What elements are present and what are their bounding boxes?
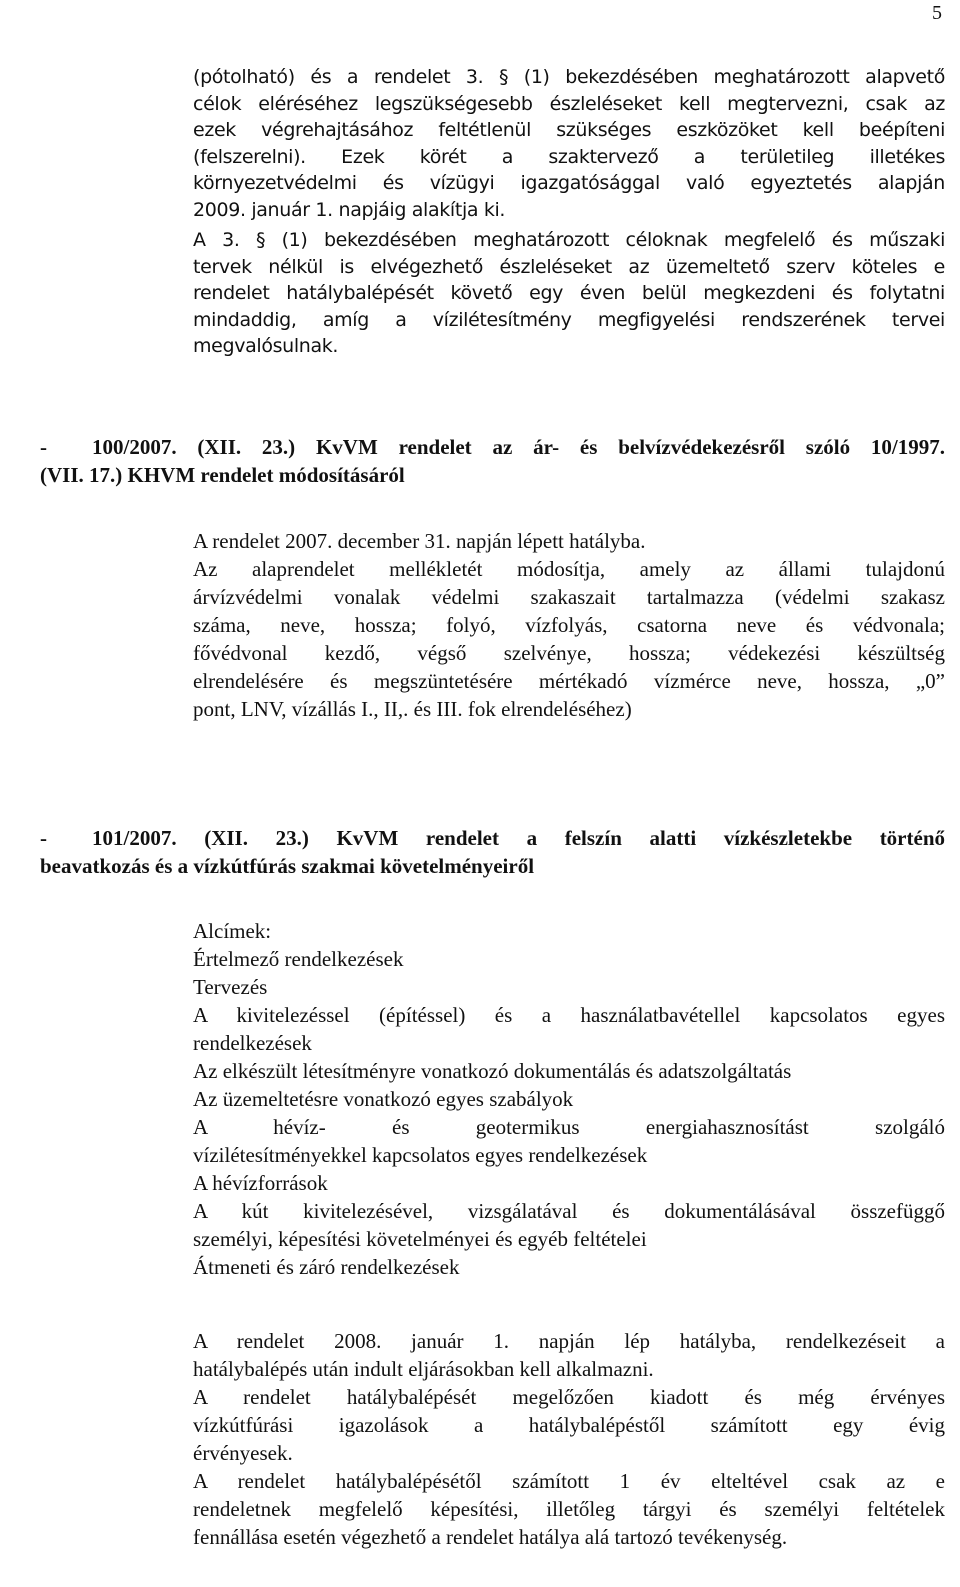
subtitle-item — [193, 1057, 945, 1085]
subtitle-item — [193, 1169, 945, 1197]
text-line: vízkútfúrási igazolások a hatálybalépéstől számított egy évig — [193, 1413, 945, 1437]
heading-text: 100/2007. (XII. 23.) KvVM rendelet az ár- és belvízvédekezésről szóló 10/1997. — [92, 435, 945, 459]
effective-date: A rendelet 2007. december 31. napján lépett hatályba. — [193, 529, 646, 553]
subtitle-item — [193, 945, 945, 973]
section-heading-101 — [40, 824, 945, 880]
text-line: pont, LNV, vízállás I., II,. és III. fok elrendeléséhez) — [193, 697, 632, 721]
text-line: Az elkészült létesítményre vonatkozó dokumentálás és adatszolgáltatás — [193, 1059, 792, 1083]
heading-line — [40, 824, 945, 852]
text-line: környezetvédelmi és vízügyi igazgatósággal való egyeztetés alapján — [193, 172, 945, 195]
subtitle-item — [193, 1001, 945, 1057]
text-line: megvalósulnak. — [193, 335, 339, 358]
text-line: hatálybalépés után indult eljárásokban kell alkalmazni. — [193, 1357, 654, 1381]
section-100-body — [193, 527, 945, 723]
text-line: Tervezés — [193, 975, 268, 999]
text-line: száma, neve, hossza; folyó, vízfolyás, csatorna neve és védvonala; — [193, 613, 945, 637]
list-dash: - — [40, 435, 47, 459]
text-line: Átmeneti és záró rendelkezések — [193, 1255, 460, 1279]
subtitle-item — [193, 1113, 945, 1169]
list-dash: - — [40, 826, 47, 850]
text-line: A rendelet hatálybalépésétől számított 1 év elteltével csak az e — [193, 1469, 945, 1493]
heading-line: beavatkozás és a vízkútfúrás szakmai követelményeiről — [40, 854, 535, 878]
heading-line — [40, 433, 945, 461]
page-number: 5 — [932, 2, 942, 24]
text-line: célok eléréséhez legszükségesebb észleléseket kell megtervezni, csak az — [193, 92, 945, 115]
text-line: A kivitelezéssel (építéssel) és a használatbavétellel kapcsolatos egyes — [193, 1003, 945, 1027]
text-line: Az üzemeltetésre vonatkozó egyes szabályok — [193, 1087, 574, 1111]
text-line: (pótolható) és a rendelet 3. § (1) bekezdésében meghatározott alapvető — [193, 66, 945, 88]
subtitle-item — [193, 1197, 945, 1253]
text-line: rendelkezések — [193, 1031, 312, 1055]
text-line: elrendelésére és megszüntetésére mértékadó vízmérce neve, hossza, „0” — [193, 669, 945, 693]
text-line: A hévíz- és geotermikus energiahasznosítást szolgáló — [193, 1115, 945, 1139]
intro-paragraph — [193, 64, 945, 224]
text-line: 2009. január 1. napjáig alakítja ki. — [193, 198, 506, 221]
subtitle-item — [193, 973, 945, 1001]
text-line: mindaddig, amíg a vízilétesítmény megfigyelési rendszerének tervei — [193, 308, 945, 331]
text-line: vízilétesítményekkel kapcsolatos egyes rendelkezések — [193, 1143, 648, 1167]
section-heading-100 — [40, 433, 945, 489]
section-3-paragraph — [193, 227, 945, 360]
text-line: rendelet hatálybalépését követő egy éven belül megkezdeni és folytatni — [193, 282, 945, 305]
text-line: A 3. § (1) bekezdésében meghatározott céloknak megfelelő és műszaki — [193, 229, 945, 251]
text-line: ezek végrehajtásához feltétlenül szükséges eszközöket kell beépíteni — [193, 119, 945, 142]
text-line: fővédvonal kezdő, végső szelvénye, hossza; védekezési készültség — [193, 641, 945, 665]
section-101-paragraphs — [193, 1327, 945, 1551]
heading-text: 101/2007. (XII. 23.) KvVM rendelet a felszín alatti vízkészletekbe történő — [92, 826, 945, 850]
text-line: rendeletnek megfelelő képesítési, illetőleg tárgyi és személyi feltételek — [193, 1497, 945, 1521]
text-line: Az alaprendelet mellékletét módosítja, amely az állami tulajdonú — [193, 557, 945, 581]
subtitle-item — [193, 1253, 945, 1281]
text-line: érvényesek. — [193, 1441, 293, 1465]
paragraph — [193, 1383, 945, 1467]
text-line: (felszerelni). Ezek körét a szaktervező a területileg illetékes — [193, 145, 945, 168]
text-line: A hévízforrások — [193, 1171, 328, 1195]
heading-line: (VII. 17.) KHVM rendelet módosításáról — [40, 463, 405, 487]
paragraph — [193, 1467, 945, 1551]
section-101-subtitles — [193, 917, 945, 1281]
text-line: tervek nélkül is elvégezhető észleléseket az üzemeltető szerv köteles e — [193, 255, 945, 278]
text-line: A rendelet 2008. január 1. napján lép hatályba, rendelkezéseit a — [193, 1329, 945, 1353]
subtitles-label: Alcímek: — [193, 919, 272, 943]
text-line: A rendelet hatálybalépését megelőzően kiadott és még érvényes — [193, 1385, 945, 1409]
text-line: Értelmező rendelkezések — [193, 947, 404, 971]
text-line: személyi, képesítési követelményei és egyéb feltételei — [193, 1227, 647, 1251]
paragraph — [193, 1327, 945, 1383]
subtitle-item — [193, 1085, 945, 1113]
text-line: A kút kivitelezésével, vizsgálatával és dokumentálásával összefüggő — [193, 1199, 945, 1223]
text-line: árvízvédelmi vonalak védelmi szakaszait tartalmazza (védelmi szakasz — [193, 585, 945, 609]
text-line: fennállása esetén végezhető a rendelet hatálya alá tartozó tevékenység. — [193, 1525, 788, 1549]
